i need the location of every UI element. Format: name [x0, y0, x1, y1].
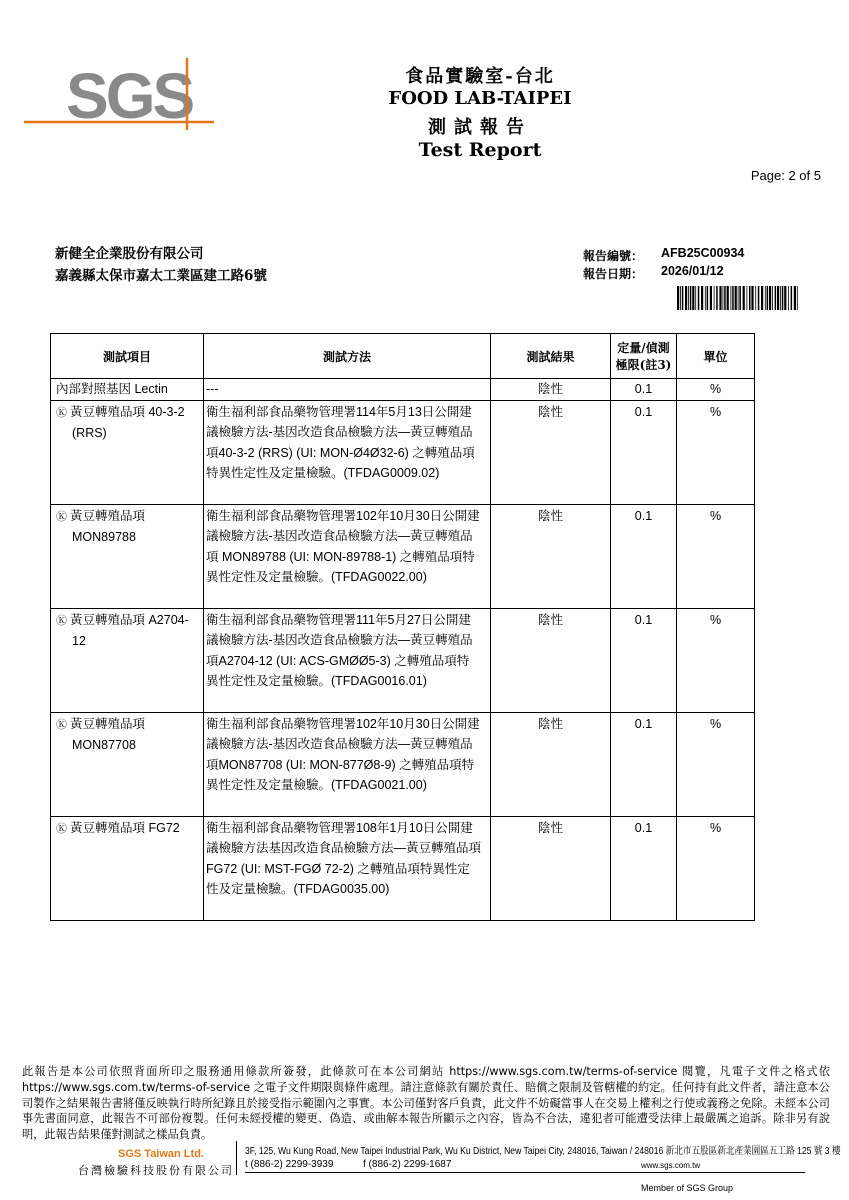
cell-limit: 0.1 [611, 379, 677, 401]
col-header-item: 測試項目 [51, 334, 204, 379]
table-row [51, 400, 755, 504]
cell-limit: 0.1 [611, 816, 677, 920]
company-website: www.sgs.com.tw [641, 1161, 701, 1170]
barcode-bar [761, 286, 763, 310]
method-line: 衛生福利部食品藥物管理署111年5月27日公開建 [206, 612, 471, 627]
test-item-line1 [56, 818, 203, 840]
member-of-sgs: Member of SGS Group [641, 1183, 734, 1193]
report-title-zh: 測試報告 [428, 117, 532, 138]
barcode-bar [724, 286, 726, 310]
report-no-label: 報告編號： [583, 249, 644, 263]
test-item-name: 黃豆轉殖品項 A2704- [70, 612, 189, 627]
barcode-bar [738, 286, 739, 310]
barcode-bar [732, 286, 734, 310]
table-row [51, 712, 755, 816]
table-row [51, 504, 755, 608]
barcode-bar [758, 286, 760, 310]
client-address: 嘉義縣太保市嘉太工業區建工路6號 [55, 268, 267, 284]
barcode-bar [780, 286, 781, 310]
cell-limit: 0.1 [611, 608, 677, 712]
lab-name-zh: 食品實驗室-台北 [405, 66, 555, 87]
accredited-mark-icon: Ⓚ [56, 718, 67, 731]
cell-test-item [51, 712, 204, 816]
accredited-mark-icon: Ⓚ [56, 406, 67, 419]
barcode-bar [690, 286, 692, 310]
table-row [51, 608, 755, 712]
cell-test-item [51, 400, 204, 504]
barcode-bar [688, 286, 689, 310]
footer-divider [236, 1141, 237, 1175]
cell-unit: % [677, 379, 755, 401]
method-line: FG72 (UI: MST-FGØ 72-2) 之轉殖品項特異性定 [206, 861, 470, 876]
cell-test-item [51, 816, 204, 920]
method-line: 衛生福利部食品藥物管理署114年5月13日公開建 [206, 404, 472, 419]
accredited-mark-icon: Ⓚ [56, 510, 67, 523]
test-item-line1 [56, 714, 203, 736]
barcode-bar [794, 286, 796, 310]
cell-limit: 0.1 [611, 712, 677, 816]
table-row [51, 816, 755, 920]
cell-test-method [204, 816, 491, 920]
test-item-name-cont: MON87708 [72, 738, 136, 752]
barcode-bar [739, 286, 741, 310]
cell-unit: % [677, 712, 755, 816]
report-title-en: Test Report [418, 139, 542, 161]
cell-test-method [204, 712, 491, 816]
barcode-bar [797, 286, 798, 310]
test-item-name: 黃豆轉殖品項 [70, 716, 146, 731]
legal-disclaimer: 此報告是本公司依照背面所印之服務通用條款所簽發，此條款可在本公司網站 https://www.sgs.com.tw/terms-of-service 閱覽，凡電子文件之格式依 https://www.sgs.com.tw/terms-of-service 之電子文件期限與條件處理。請注意條款有關於責任、賠償之限制及管轄權的約定。任何持有此文件者，請注意本公司製作之結果報告書將僅反映執行時所紀錄且於接受指示範圍內之事實。本公司僅對客戶負責，此文件不妨礙當事人在交易上權利之行使或義務之免除。未經本公司事先書面同意，此報告不可部份複製。任何未經授權的變更、偽造、或曲解本報告所顯示之內容，皆為不合法，違犯者可能遭受法律上最嚴厲之追訴。除非另有說明，此報告結果僅對測試之樣品負責。 [22, 1065, 830, 1142]
cell-result: 陰性 [491, 504, 611, 608]
company-address: 3F, 125, Wu Kung Road, New Taipei Industrial Park, Wu Ku District, New Taipei City, 248016, Taiwan / 248016 新北市五股區新北產業園區五工路 125 號 3 樓 [245, 1146, 841, 1157]
sgs-logo [24, 58, 214, 130]
lab-name-en: FOOD LAB-TAIPEI [388, 88, 572, 109]
client-name: 新健全企業股份有限公司 [55, 246, 204, 262]
barcode-bar [782, 286, 784, 310]
cell-limit: 0.1 [611, 504, 677, 608]
col-header-limit-line2: 極限(註3) [615, 358, 672, 372]
barcode-bar [747, 286, 748, 310]
barcode-bar [743, 286, 745, 310]
cell-test-method [204, 379, 491, 401]
page-number: Page: 2 of 5 [750, 168, 821, 183]
barcode-bar [723, 286, 724, 310]
table-row [51, 379, 755, 401]
method-line: 異性定性及定量檢驗。(TFDAG0021.00) [206, 778, 427, 792]
barcode-bar [692, 286, 694, 310]
method-line: 異性定性及定量檢驗。(TFDAG0016.01) [206, 674, 427, 688]
method-line: 議檢驗方法-基因改造食品檢驗方法—黃豆轉殖品 [206, 737, 473, 751]
barcode-bar [775, 286, 777, 310]
table-header-row [51, 334, 755, 379]
test-item-name: 黃豆轉殖品項 FG72 [70, 820, 180, 835]
barcode-bar [772, 286, 773, 310]
report-date-value: 2026/01/12 [661, 264, 724, 278]
report-no-value: AFB25C00934 [661, 246, 745, 260]
barcode-bar [698, 286, 700, 310]
company-name-en: SGS Taiwan Ltd. [118, 1148, 204, 1160]
barcode-bar [701, 286, 703, 310]
col-header-limit [611, 334, 677, 379]
barcode-bar [788, 286, 789, 310]
cell-test-method [204, 400, 491, 504]
method-line: 衛生福利部食品藥物管理署102年10月30日公開建 [206, 716, 480, 731]
barcode-bar [705, 286, 706, 310]
cell-test-method [204, 608, 491, 712]
method-line: 特異性定性及定量檢驗。(TFDAG0009.02) [206, 466, 440, 480]
barcode-bar [749, 286, 751, 310]
method-line: 項MON87708 (UI: MON-877Ø8-9) 之轉殖品項特 [206, 757, 475, 772]
cell-unit: % [677, 816, 755, 920]
footer-rule [245, 1172, 805, 1173]
method-line: 衛生福利部食品藥物管理署102年10月30日公開建 [206, 508, 480, 523]
company-phone: t (886-2) 2299-3939 [245, 1159, 334, 1170]
test-item-name-cont: MON89788 [72, 530, 136, 544]
test-item-name-cont: (RRS) [72, 426, 107, 440]
col-header-result: 測試結果 [491, 334, 611, 379]
method-line: 性及定量檢驗。(TFDAG0035.00) [206, 882, 390, 896]
barcode-bar [755, 286, 756, 310]
method-line: 議檢驗方法-基因改造食品檢驗方法—黃豆轉殖品 [206, 425, 473, 439]
barcode-bar [710, 286, 712, 310]
barcode-bar [716, 286, 718, 310]
test-item-line1 [56, 506, 203, 528]
barcode-bar [685, 286, 687, 310]
company-name-zh: 台灣檢驗科技股份有限公司 [78, 1164, 234, 1177]
cell-result: 陰性 [491, 608, 611, 712]
cell-test-item [51, 608, 204, 712]
barcode-bar [767, 286, 769, 310]
cell-unit: % [677, 504, 755, 608]
company-fax: f (886-2) 2299-1687 [363, 1159, 452, 1170]
method-line: 項 MON89788 (UI: MON-89788-1) 之轉殖品項特 [206, 549, 475, 564]
test-item-name: 黃豆轉殖品項 [70, 508, 146, 523]
cell-test-item [51, 379, 204, 401]
test-item-line1 [56, 379, 203, 400]
method-line: 項A2704-12 (UI: ACS-GMØØ5-3) 之轉殖品項特 [206, 653, 470, 668]
col-header-method: 測試方法 [204, 334, 491, 379]
cell-result: 陰性 [491, 379, 611, 401]
barcode-bar [791, 286, 793, 310]
barcode-bar [784, 286, 786, 310]
barcode-bar [719, 286, 721, 310]
accredited-mark-icon: Ⓚ [56, 822, 67, 835]
test-item-line1 [56, 610, 203, 632]
cell-result: 陰性 [491, 712, 611, 816]
sgs-logo-text: SGS [66, 60, 193, 130]
barcode-bar [677, 286, 679, 310]
method-line: 議檢驗方法基因改造食品檢驗方法—黃豆轉殖品項 [206, 841, 482, 855]
test-item-name-cont: 12 [72, 634, 86, 648]
results-table [50, 333, 755, 921]
col-header-unit: 單位 [677, 334, 755, 379]
report-date-label: 報告日期： [583, 267, 644, 281]
cell-result: 陰性 [491, 400, 611, 504]
barcode-bar [680, 286, 681, 310]
barcode-bar [682, 286, 684, 310]
method-line: 衛生福利部食品藥物管理署108年1月10日公開建 [206, 820, 473, 835]
barcode-bar [707, 286, 709, 310]
method-line: --- [206, 382, 219, 396]
cell-limit: 0.1 [611, 400, 677, 504]
method-line: 項40-3-2 (RRS) (UI: MON-Ø4Ø32-6) 之轉殖品項 [206, 445, 475, 460]
cell-unit: % [677, 608, 755, 712]
barcode-bar [765, 286, 766, 310]
barcode [677, 286, 800, 310]
method-line: 議檢驗方法-基因改造食品檢驗方法—黃豆轉殖品 [206, 633, 473, 647]
barcode-bar [695, 286, 696, 310]
barcode-bar [769, 286, 771, 310]
barcode-bar [731, 286, 732, 310]
accredited-mark-icon: Ⓚ [56, 614, 67, 627]
test-item-name: 黃豆轉殖品項 40-3-2 [70, 404, 185, 419]
test-item-name: 內部對照基因 Lectin [56, 382, 168, 396]
barcode-bar [751, 286, 753, 310]
cell-unit: % [677, 400, 755, 504]
barcode-bar [735, 286, 737, 310]
barcode-bar [777, 286, 779, 310]
test-item-line1 [56, 402, 203, 424]
method-line: 議檢驗方法-基因改造食品檢驗方法—黃豆轉殖品 [206, 529, 473, 543]
cell-test-item [51, 504, 204, 608]
col-header-limit-line1: 定量/偵測 [617, 341, 670, 355]
method-line: 異性定性及定量檢驗。(TFDAG0022.00) [206, 570, 427, 584]
barcode-bar [727, 286, 729, 310]
cell-test-method [204, 504, 491, 608]
cell-result: 陰性 [491, 816, 611, 920]
barcode-bar [714, 286, 715, 310]
